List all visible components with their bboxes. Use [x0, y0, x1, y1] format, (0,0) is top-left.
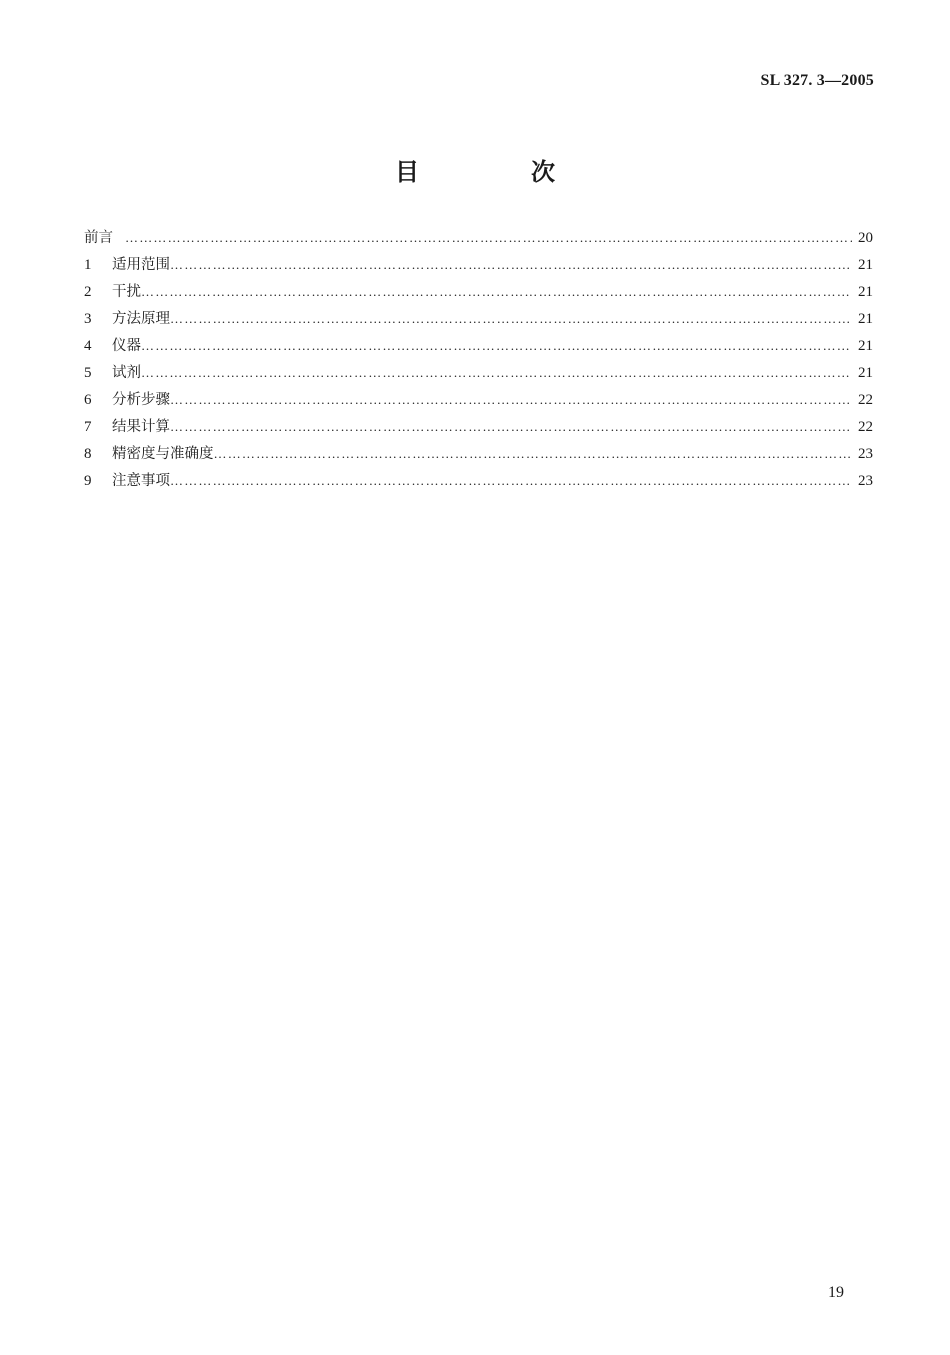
- toc-item-number: 4: [84, 338, 92, 354]
- toc-item-label: 前言: [84, 230, 113, 246]
- toc-item-page: 21: [858, 257, 873, 273]
- standard-code: SL 327. 3—2005: [760, 72, 874, 89]
- toc-item[interactable]: [84, 305, 873, 332]
- toc-item[interactable]: [84, 467, 873, 494]
- toc-item-label: 干扰: [112, 284, 141, 300]
- toc-item-number: 9: [84, 473, 92, 489]
- dot-leader: [141, 359, 852, 386]
- toc-item-number: 6: [84, 392, 92, 408]
- dot-leader: [141, 278, 852, 305]
- toc-item-page: 20: [858, 230, 873, 246]
- dot-leader: [170, 251, 852, 278]
- toc-item-page: 23: [858, 473, 873, 489]
- toc-item[interactable]: [84, 359, 873, 386]
- toc-item-preface[interactable]: [84, 224, 873, 251]
- page-number: 19: [828, 1284, 844, 1301]
- table-of-contents: [84, 224, 873, 494]
- toc-item-page: 21: [858, 284, 873, 300]
- toc-item-label: 精密度与准确度: [112, 446, 214, 462]
- toc-item[interactable]: [84, 413, 873, 440]
- toc-item-number: 2: [84, 284, 92, 300]
- toc-item-number: 3: [84, 311, 92, 327]
- toc-item-number: 5: [84, 365, 92, 381]
- toc-item[interactable]: [84, 386, 873, 413]
- toc-item-page: 21: [858, 365, 873, 381]
- dot-leader: [170, 413, 852, 440]
- toc-item-label: 适用范围: [112, 257, 170, 273]
- dot-leader: [125, 224, 852, 251]
- toc-item-label: 分析步骤: [112, 392, 170, 408]
- dot-leader: [170, 467, 852, 494]
- toc-item-number: 7: [84, 419, 92, 435]
- toc-item[interactable]: [84, 440, 873, 467]
- toc-item-label: 方法原理: [112, 311, 170, 327]
- toc-item-page: 23: [858, 446, 873, 462]
- dot-leader: [141, 332, 852, 359]
- toc-item-page: 21: [858, 338, 873, 354]
- dot-leader: [170, 386, 852, 413]
- toc-item-page: 22: [858, 419, 873, 435]
- toc-item[interactable]: [84, 251, 873, 278]
- dot-leader: [170, 305, 852, 332]
- toc-item-number: 8: [84, 446, 92, 462]
- toc-item-page: 21: [858, 311, 873, 327]
- toc-item-label: 试剂: [112, 365, 141, 381]
- toc-item-page: 22: [858, 392, 873, 408]
- dot-leader: [214, 440, 853, 467]
- toc-item[interactable]: [84, 278, 873, 305]
- toc-item-label: 结果计算: [112, 419, 170, 435]
- toc-item[interactable]: [84, 332, 873, 359]
- toc-item-label: 注意事项: [112, 473, 170, 489]
- toc-item-number: 1: [84, 257, 92, 273]
- page-title: 目 次: [395, 158, 599, 186]
- toc-item-label: 仪器: [112, 338, 141, 354]
